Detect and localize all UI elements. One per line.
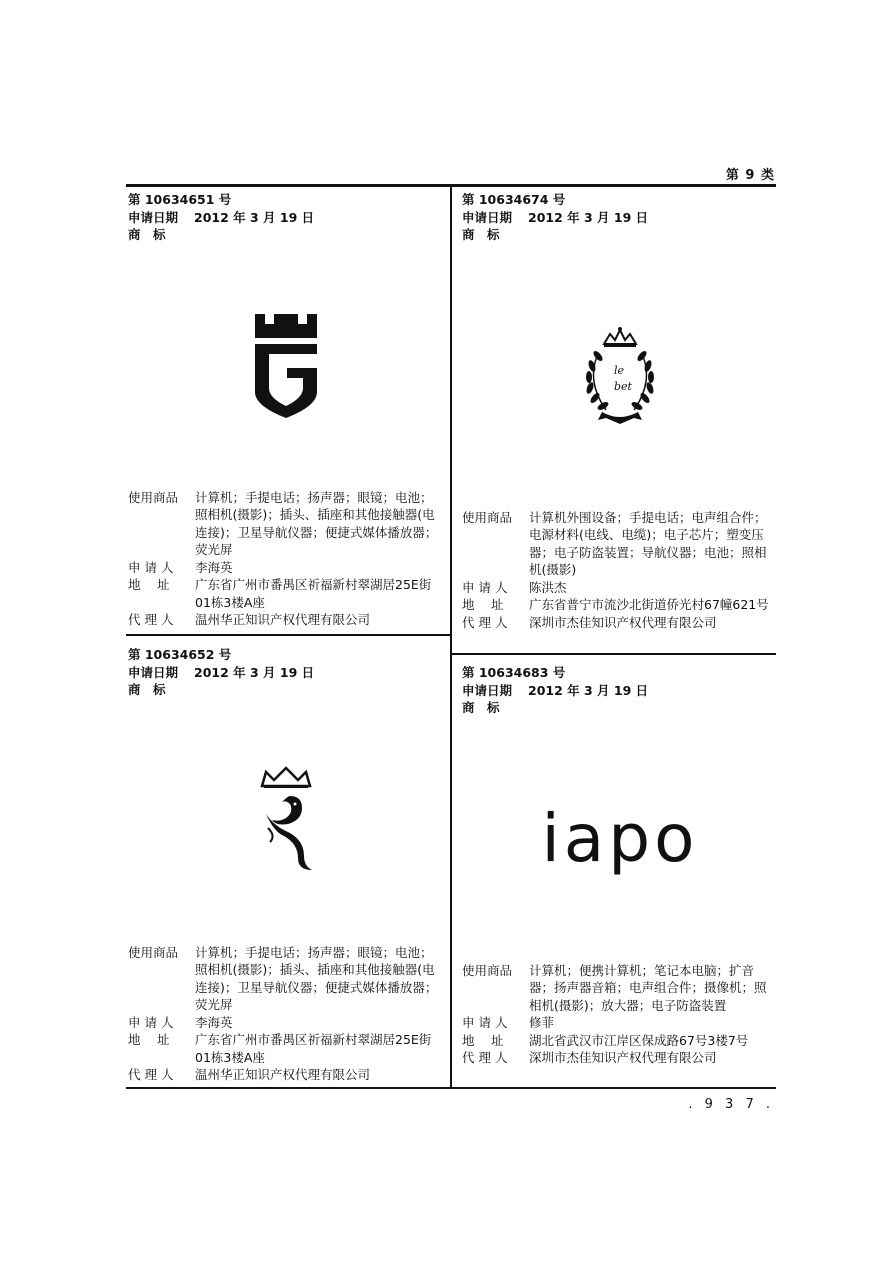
agent-row [128,1066,444,1084]
goods-label: 使用商品 [128,489,179,505]
agent-name: 温州华正知识产权代理有限公司 [195,1067,371,1082]
right-entry-divider [452,653,776,655]
page-number: . 9 3 7 . [688,1097,774,1112]
agent-label: 代 理 人 [462,1050,508,1065]
class-label: 第 9 类 [725,168,775,183]
agent-label: 代 理 人 [462,614,508,630]
agent-row [128,611,444,629]
registration-number: 第 10634683 号 [462,665,566,680]
applicant-row [462,579,778,597]
iapo-wordmark: iapo [541,800,699,878]
trademark-logo-area [462,244,778,509]
address-label: 地 址 [462,597,504,612]
left-entry-divider [126,634,450,636]
goods-row [128,944,444,1014]
applicant-row [462,1014,778,1032]
date-label: 申请日期 [128,664,179,680]
agent-name: 深圳市杰佳知识产权代理有限公司 [529,614,717,630]
mark-label: 商 标 [462,227,500,242]
address-row [462,596,778,614]
address-label: 地 址 [128,1032,170,1047]
applicant-label: 申 请 人 [462,579,508,595]
date-label: 申请日期 [128,209,179,225]
mark-label: 商 标 [128,682,166,697]
logo-text-bet: bet [614,380,632,393]
goods-row [462,509,778,579]
goods-list: 计算机外围设备；手提电话；电声组合件；电源材料(电线、电缆)；电子芯片；塑变压器；电子防盗装置；导航仪器；电池；照相机(摄影) [529,509,767,577]
applicant-name: 修菲 [529,1015,555,1030]
applicant-address: 广东省广州市番禺区祈福新村翠湖居25E街01栋3楼A座 [195,577,432,610]
goods-row [462,962,778,1015]
applicant-row [128,1014,444,1032]
address-label: 地 址 [462,1032,504,1048]
goods-label: 使用商品 [462,962,513,978]
trademark-logo-area [128,244,444,489]
trademark-entry-10634651 [128,191,444,629]
applicant-label: 申 请 人 [128,559,174,575]
agent-label: 代 理 人 [128,1067,174,1082]
crown-g-logo [251,314,321,418]
mark-row [462,699,778,717]
date-label: 申请日期 [462,209,513,225]
applicant-row [128,559,444,577]
logo-text-le: le [614,364,625,377]
trademark-logo-area [462,717,778,962]
mark-label: 商 标 [462,700,500,715]
address-row [128,1031,444,1066]
laurel-crown-le-bet-logo [580,326,660,426]
address-row [462,1032,778,1050]
applicant-name: 陈洪杰 [529,579,567,595]
mark-row [128,226,444,244]
applicant-label: 申 请 人 [128,1014,174,1030]
application-date-row [462,209,778,227]
goods-list: 计算机；便携计算机；笔记本电脑；扩音器；扬声器音箱；电声组合件；摄像机；照相机(摄影)；放大器；电子防盗装置 [529,962,767,1013]
trademark-entry-10634683 [462,664,778,1067]
mark-row [128,681,444,699]
applicant-name: 李海英 [195,559,233,575]
agent-row [462,1049,778,1067]
application-date: 2012 年 3 月 19 日 [194,664,315,680]
goods-list: 计算机；手提电话；扬声器；眼镜；电池；照相机(摄影)；插头、插座和其他接触器(电连接)；卫星导航仪器；便捷式媒体播放器；荧光屏 [195,489,438,557]
goods-label: 使用商品 [462,509,513,525]
application-date-row [128,664,444,682]
application-date: 2012 年 3 月 19 日 [528,682,649,698]
bottom-rule [126,1087,776,1089]
registration-number: 第 10634652 号 [128,647,232,662]
goods-row [128,489,444,559]
agent-name: 温州华正知识产权代理有限公司 [195,612,371,627]
mark-row [462,226,778,244]
column-divider [450,187,452,1087]
agent-name: 深圳市杰佳知识产权代理有限公司 [529,1050,717,1065]
registration-number: 第 10634674 号 [462,192,566,207]
agent-label: 代 理 人 [128,612,174,627]
applicant-name: 李海英 [195,1014,233,1030]
address-label: 地 址 [128,577,170,592]
address-row [128,576,444,611]
trademark-logo-area [128,699,444,944]
applicant-label: 申 请 人 [462,1015,508,1030]
application-date-row [128,209,444,227]
application-date-row [462,682,778,700]
application-date: 2012 年 3 月 19 日 [528,209,649,225]
trademark-entry-10634652 [128,646,444,1084]
applicant-address: 广东省普宁市流沙北街道侨光村67幢621号 [529,597,769,612]
registration-number: 第 10634651 号 [128,192,232,207]
trademark-entry-10634674 [462,191,778,631]
applicant-address: 广东省广州市番禺区祈福新村翠湖居25E街01栋3楼A座 [195,1032,432,1065]
agent-row [462,614,778,632]
goods-label: 使用商品 [128,944,179,960]
date-label: 申请日期 [462,682,513,698]
crown-swan-r-logo [254,766,318,876]
mark-label: 商 标 [128,227,166,242]
applicant-address: 湖北省武汉市江岸区保成路67号3楼7号 [529,1032,749,1048]
application-date: 2012 年 3 月 19 日 [194,209,315,225]
goods-list: 计算机；手提电话；扬声器；眼镜；电池；照相机(摄影)；插头、插座和其他接触器(电连接)；卫星导航仪器；便捷式媒体播放器；荧光屏 [195,944,438,1012]
